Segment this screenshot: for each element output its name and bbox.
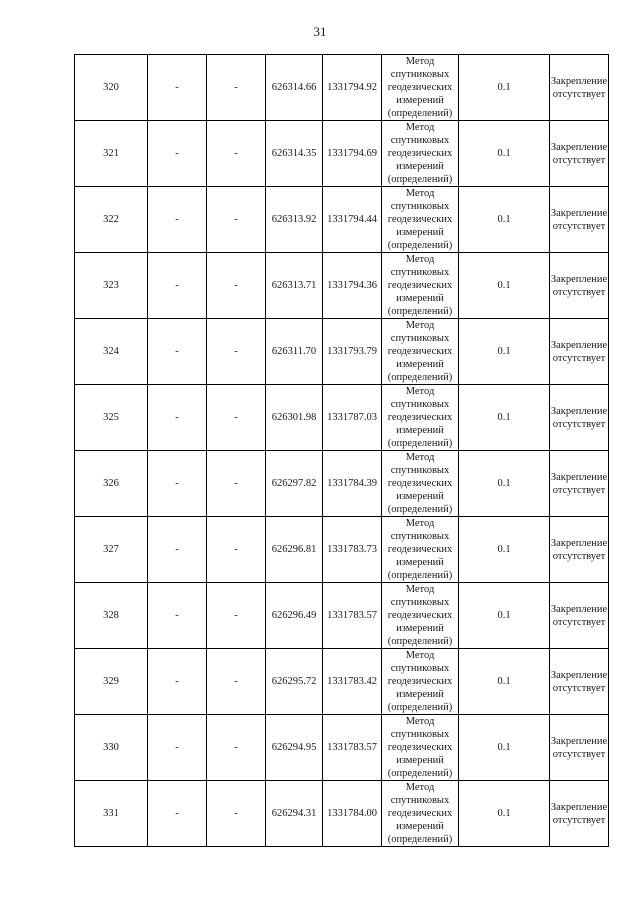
x-coordinate-cell: 626301.98 — [266, 385, 323, 451]
precision-cell: 0.1 — [459, 121, 550, 187]
precision-cell: 0.1 — [459, 649, 550, 715]
point-number-cell: 320 — [75, 55, 148, 121]
empty-value-cell: - — [207, 451, 266, 517]
point-number-cell: 324 — [75, 319, 148, 385]
y-coordinate-cell: 1331794.69 — [323, 121, 382, 187]
empty-value-cell: - — [207, 649, 266, 715]
fixation-cell: Закрепление отсутствует — [550, 253, 609, 319]
y-coordinate-cell: 1331793.79 — [323, 319, 382, 385]
empty-value-cell: - — [148, 583, 207, 649]
method-cell: Метод спутниковых геодезических измерений (определений) — [382, 253, 459, 319]
precision-cell: 0.1 — [459, 451, 550, 517]
x-coordinate-cell: 626313.71 — [266, 253, 323, 319]
fixation-cell: Закрепление отсутствует — [550, 715, 609, 781]
y-coordinate-cell: 1331794.36 — [323, 253, 382, 319]
x-coordinate-cell: 626296.81 — [266, 517, 323, 583]
y-coordinate-cell: 1331794.92 — [323, 55, 382, 121]
x-coordinate-cell: 626314.66 — [266, 55, 323, 121]
y-coordinate-cell: 1331784.00 — [323, 781, 382, 847]
empty-value-cell: - — [207, 583, 266, 649]
point-number-cell: 323 — [75, 253, 148, 319]
empty-value-cell: - — [148, 121, 207, 187]
empty-value-cell: - — [148, 55, 207, 121]
empty-value-cell: - — [148, 187, 207, 253]
table-row — [75, 583, 609, 649]
method-cell: Метод спутниковых геодезических измерений (определений) — [382, 55, 459, 121]
page-number: 31 — [313, 24, 327, 39]
fixation-cell: Закрепление отсутствует — [550, 187, 609, 253]
coordinates-table — [74, 54, 609, 847]
empty-value-cell: - — [148, 319, 207, 385]
table-row — [75, 55, 609, 121]
x-coordinate-cell: 626311.70 — [266, 319, 323, 385]
point-number-cell: 325 — [75, 385, 148, 451]
empty-value-cell: - — [148, 451, 207, 517]
method-cell: Метод спутниковых геодезических измерений (определений) — [382, 781, 459, 847]
fixation-cell: Закрепление отсутствует — [550, 649, 609, 715]
y-coordinate-cell: 1331794.44 — [323, 187, 382, 253]
empty-value-cell: - — [207, 253, 266, 319]
precision-cell: 0.1 — [459, 385, 550, 451]
precision-cell: 0.1 — [459, 187, 550, 253]
table-row — [75, 319, 609, 385]
empty-value-cell: - — [207, 781, 266, 847]
precision-cell: 0.1 — [459, 319, 550, 385]
method-cell: Метод спутниковых геодезических измерений (определений) — [382, 187, 459, 253]
precision-cell: 0.1 — [459, 583, 550, 649]
method-cell: Метод спутниковых геодезических измерений (определений) — [382, 517, 459, 583]
x-coordinate-cell: 626295.72 — [266, 649, 323, 715]
empty-value-cell: - — [207, 517, 266, 583]
point-number-cell: 330 — [75, 715, 148, 781]
table-row — [75, 781, 609, 847]
method-cell: Метод спутниковых геодезических измерений (определений) — [382, 583, 459, 649]
x-coordinate-cell: 626294.31 — [266, 781, 323, 847]
precision-cell: 0.1 — [459, 55, 550, 121]
point-number-cell: 321 — [75, 121, 148, 187]
empty-value-cell: - — [207, 319, 266, 385]
point-number-cell: 331 — [75, 781, 148, 847]
fixation-cell: Закрепление отсутствует — [550, 781, 609, 847]
point-number-cell: 327 — [75, 517, 148, 583]
method-cell: Метод спутниковых геодезических измерений (определений) — [382, 649, 459, 715]
method-cell: Метод спутниковых геодезических измерений (определений) — [382, 715, 459, 781]
x-coordinate-cell: 626296.49 — [266, 583, 323, 649]
x-coordinate-cell: 626313.92 — [266, 187, 323, 253]
fixation-cell: Закрепление отсутствует — [550, 121, 609, 187]
empty-value-cell: - — [148, 715, 207, 781]
y-coordinate-cell: 1331784.39 — [323, 451, 382, 517]
x-coordinate-cell: 626297.82 — [266, 451, 323, 517]
precision-cell: 0.1 — [459, 517, 550, 583]
table-row — [75, 253, 609, 319]
empty-value-cell: - — [207, 385, 266, 451]
y-coordinate-cell: 1331783.57 — [323, 715, 382, 781]
empty-value-cell: - — [207, 55, 266, 121]
precision-cell: 0.1 — [459, 715, 550, 781]
fixation-cell: Закрепление отсутствует — [550, 517, 609, 583]
empty-value-cell: - — [207, 187, 266, 253]
method-cell: Метод спутниковых геодезических измерений (определений) — [382, 121, 459, 187]
point-number-cell: 322 — [75, 187, 148, 253]
fixation-cell: Закрепление отсутствует — [550, 55, 609, 121]
method-cell: Метод спутниковых геодезических измерений (определений) — [382, 451, 459, 517]
point-number-cell: 329 — [75, 649, 148, 715]
table-row — [75, 715, 609, 781]
empty-value-cell: - — [207, 715, 266, 781]
y-coordinate-cell: 1331783.57 — [323, 583, 382, 649]
table-row — [75, 649, 609, 715]
method-cell: Метод спутниковых геодезических измерений (определений) — [382, 385, 459, 451]
empty-value-cell: - — [148, 253, 207, 319]
y-coordinate-cell: 1331783.73 — [323, 517, 382, 583]
precision-cell: 0.1 — [459, 253, 550, 319]
empty-value-cell: - — [148, 517, 207, 583]
table-row — [75, 187, 609, 253]
precision-cell: 0.1 — [459, 781, 550, 847]
point-number-cell: 326 — [75, 451, 148, 517]
fixation-cell: Закрепление отсутствует — [550, 451, 609, 517]
table-row — [75, 121, 609, 187]
empty-value-cell: - — [148, 649, 207, 715]
fixation-cell: Закрепление отсутствует — [550, 583, 609, 649]
fixation-cell: Закрепление отсутствует — [550, 319, 609, 385]
empty-value-cell: - — [207, 121, 266, 187]
table-row — [75, 451, 609, 517]
empty-value-cell: - — [148, 781, 207, 847]
table-row — [75, 517, 609, 583]
y-coordinate-cell: 1331787.03 — [323, 385, 382, 451]
point-number-cell: 328 — [75, 583, 148, 649]
fixation-cell: Закрепление отсутствует — [550, 385, 609, 451]
method-cell: Метод спутниковых геодезических измерений (определений) — [382, 319, 459, 385]
table-body — [75, 55, 609, 847]
y-coordinate-cell: 1331783.42 — [323, 649, 382, 715]
table-row — [75, 385, 609, 451]
empty-value-cell: - — [148, 385, 207, 451]
x-coordinate-cell: 626314.35 — [266, 121, 323, 187]
x-coordinate-cell: 626294.95 — [266, 715, 323, 781]
